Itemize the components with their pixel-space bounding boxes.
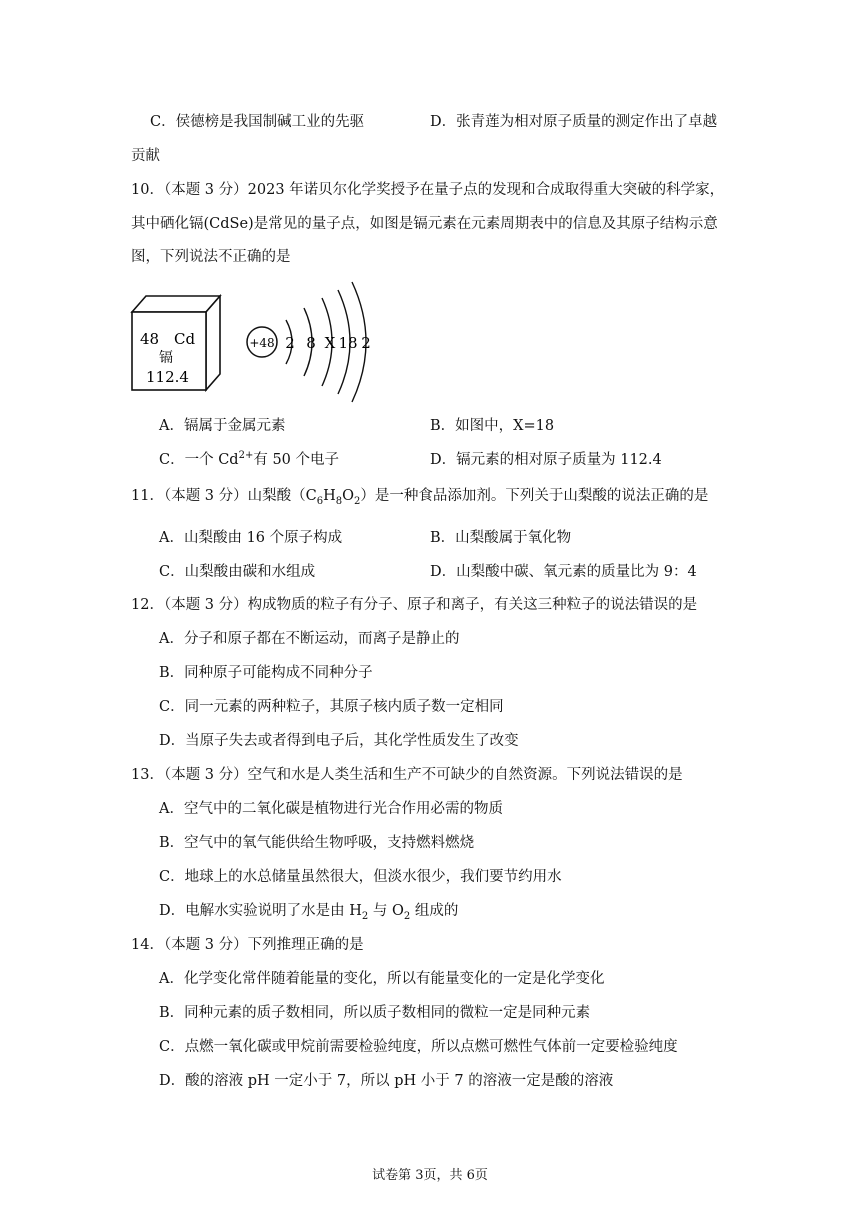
element-atomic-number: 48 [140,330,160,348]
q10-option-b: B．如图中，X=18 [430,418,555,434]
q11-option-c: C．山梨酸由碳和水组成 [159,564,316,580]
shell-count-5: 2 [361,334,371,352]
q13-option-a: A．空气中的二氧化碳是植物进行光合作用必需的物质 [159,801,503,817]
q12-option-a: A．分子和原子都在不断运动，而离子是静止的 [159,631,460,647]
q12-option-d: D．当原子失去或者得到电子后，其化学性质发生了改变 [159,733,519,749]
q9-option-d: D．张青莲为相对原子质量的测定作出了卓越 [430,114,718,130]
page-footer: 试卷第 3页，共 6页 [372,1168,488,1183]
q11-option-a: A．山梨酸由 16 个原子构成 [159,530,343,546]
q13-stem: 13．（本题 3 分）空气和水是人类生活和生产不可缺少的自然资源。下列说法错误的是 [131,767,683,783]
q12-option-b: B．同种原子可能构成不同种分子 [159,665,373,681]
q13-option-c: C．地球上的水总储量虽然很大，但淡水很少，我们要节约用水 [159,869,562,885]
q14-option-d: D．酸的溶液 pH 一定小于 7，所以 pH 小于 7 的溶液一定是酸的溶液 [159,1073,614,1089]
q14-option-b: B．同种元素的质子数相同，所以质子数相同的微粒一定是同种元素 [159,1005,591,1021]
element-name: 镉 [159,350,173,366]
q10-option-d: D．镉元素的相对原子质量为 112.4 [430,452,662,468]
q11-option-d: D．山梨酸中碳、氧元素的质量比为 9：4 [430,564,697,580]
q14-stem: 14．（本题 3 分）下列推理正确的是 [131,937,364,953]
nucleus-charge: +48 [249,336,275,350]
shell-count-4: 18 [338,334,358,352]
q10-option-a: A．镉属于金属元素 [159,418,286,434]
q11-stem: 11．（本题 3 分）山梨酸$(C_6H_8O_2)$是一种食品添加剂。下列关于山梨酸的说法正确的是 [131,488,709,507]
q10-option-c: C．一个 $Cd^{2+}$有 50 个电子 [159,450,340,468]
atom-structure-diagram [242,278,382,408]
q9-option-d-continued: 贡献 [131,148,160,164]
q13-option-b: B．空气中的氧气能供给生物呼吸，支持燃料燃烧 [159,835,475,851]
shell-count-3: X [324,334,336,352]
q10-stem-line3: 图，下列说法不正确的是 [131,249,291,265]
q10-stem-line2: 其中硒化镉(CdSe)是常见的量子点，如图是镉元素在元素周期表中的信息及其原子结构示意 [131,216,718,232]
q12-option-c: C．同一元素的两种粒子，其原子核内质子数一定相同 [159,699,504,715]
q10-stem-line1: 10．（本题 3 分）2023 年诺贝尔化学奖授予在量子点的发现和合成取得重大突破的科学家， [131,182,725,198]
shell-count-1: 2 [285,334,295,352]
q12-stem: 12．（本题 3 分）构成物质的粒子有分子、原子和离子，有关这三种粒子的说法错误的是 [131,597,698,613]
q13-option-d: D．电解水实验说明了水是由 $H_2$ 与 $O_2$ 组成的 [159,903,459,922]
q11-option-b: B．山梨酸属于氧化物 [430,530,572,546]
shell-count-2: 8 [306,334,316,352]
q14-option-c: C．点燃一氧化碳或甲烷前需要检验纯度，所以点燃可燃性气体前一定要检验纯度 [159,1039,678,1055]
element-mass: 112.4 [146,368,189,386]
q14-option-a: A．化学变化常伴随着能量的变化，所以有能量变化的一定是化学变化 [159,971,605,987]
q9-option-c: C．侯德榜是我国制碱工业的先驱 [150,114,365,130]
element-symbol: Cd [174,330,196,348]
element-card [128,292,228,402]
